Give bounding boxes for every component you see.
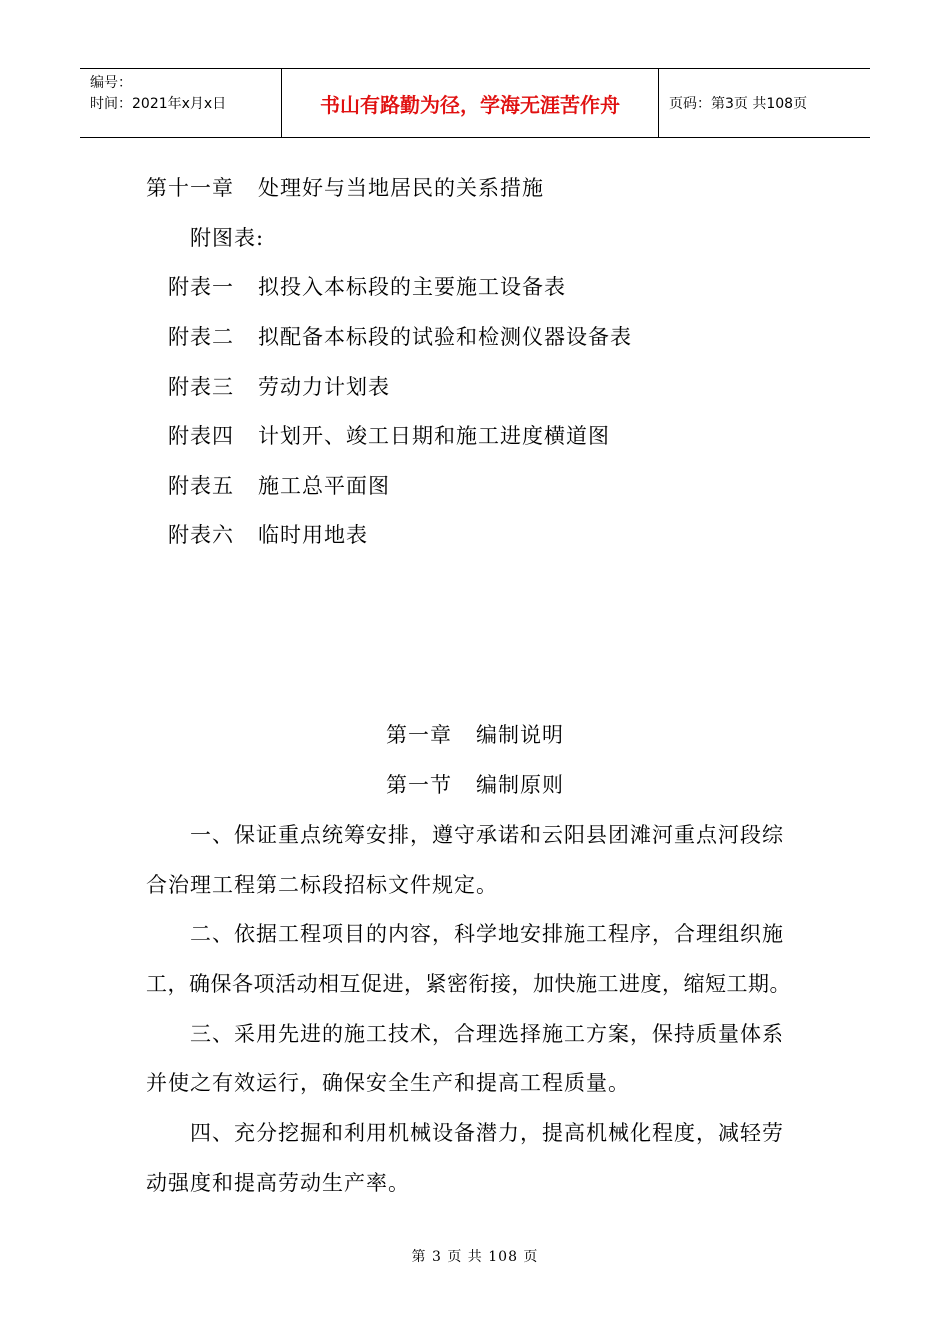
paragraph-line: 四、充分挖掘和利用机械设备潜力，提高机械化程度，减轻劳 — [190, 1121, 784, 1145]
appendix-number: 附表一 — [168, 275, 234, 299]
appendix-title: 劳动力计划表 — [258, 375, 390, 399]
number-label: 编号： — [90, 75, 132, 91]
appendix-number: 附表五 — [168, 474, 234, 498]
appendix-item — [168, 371, 390, 401]
appendix-number: 附表六 — [168, 523, 234, 547]
paragraph-line: 三、采用先进的施工技术，合理选择施工方案，保持质量体系 — [190, 1022, 784, 1046]
toc-chapter-title: 处理好与当地居民的关系措施 — [258, 176, 544, 200]
appendix-item — [168, 321, 632, 351]
appendix-title: 临时用地表 — [258, 523, 368, 547]
appendix-heading: 附图表: — [190, 226, 265, 250]
toc-chapter-number: 第十一章 — [146, 176, 234, 200]
appendix-number: 附表三 — [168, 375, 234, 399]
appendix-item — [168, 271, 566, 301]
time-label: 时间：2021年x月x日 — [90, 96, 227, 112]
section-heading — [0, 769, 950, 799]
appendix-title: 拟配备本标段的试验和检测仪器设备表 — [258, 325, 632, 349]
paragraph-line: 工，确保各项活动相互促进，紧密衔接，加快施工进度，缩短工期。 — [146, 972, 791, 996]
chapter-title: 编制说明 — [476, 723, 564, 747]
appendix-title: 拟投入本标段的主要施工设备表 — [258, 275, 566, 299]
appendix-item — [168, 470, 390, 500]
chapter-number: 第一章 — [386, 723, 452, 747]
header-motto: 书山有路勤为径，学海无涯苦作舟 — [282, 69, 659, 137]
header-page-info: 页码：第3页 共108页 — [669, 96, 808, 112]
paragraph-line: 合治理工程第二标段招标文件规定。 — [146, 873, 498, 897]
paragraph-line: 并使之有效运行，确保安全生产和提高工程质量。 — [146, 1071, 630, 1095]
paragraph-line: 一、保证重点统筹安排，遵守承诺和云阳县团滩河重点河段综 — [190, 823, 784, 847]
appendix-number: 附表二 — [168, 325, 234, 349]
toc-chapter-11 — [146, 172, 544, 202]
chapter-heading — [0, 719, 950, 749]
header-meta — [80, 69, 282, 137]
appendix-title: 计划开、竣工日期和施工进度横道图 — [258, 424, 610, 448]
section-title: 编制原则 — [476, 773, 564, 797]
paragraph-line: 动强度和提高劳动生产率。 — [146, 1171, 410, 1195]
appendix-title: 施工总平面图 — [258, 474, 390, 498]
appendix-number: 附表四 — [168, 424, 234, 448]
page-footer: 第 3 页 共 108 页 — [411, 1249, 539, 1265]
appendix-item — [168, 420, 610, 450]
page-header — [80, 68, 870, 138]
appendix-item — [168, 519, 368, 549]
section-number: 第一节 — [386, 773, 452, 797]
paragraph-line: 二、依据工程项目的内容，科学地安排施工程序，合理组织施 — [190, 922, 784, 946]
